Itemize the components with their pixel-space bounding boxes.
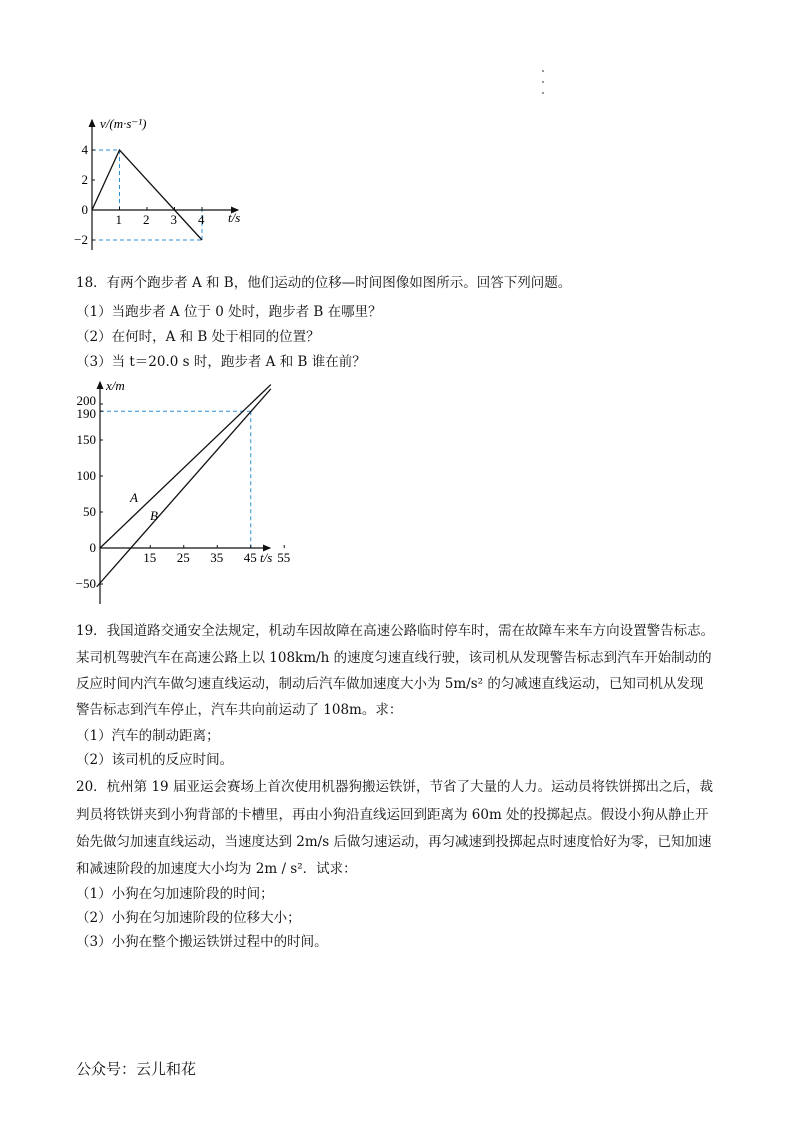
c2-series-line-A: [100, 385, 271, 548]
q19-line-2: 某司机驾驶汽车在高速公路上以 108km/h 的速度匀速直线行驶，该司机从发现警告标志到汽车开始制动的: [76, 650, 712, 666]
c2-x-label: t/s: [260, 550, 273, 565]
c2-y-tick-label: 200: [76, 393, 96, 408]
c1-y-tick-label: 0: [81, 202, 88, 217]
c1-y-tick-label: 4: [81, 142, 88, 157]
position-time-chart: [70, 376, 290, 608]
margin-dots: [540, 70, 546, 103]
c2-series-label-B: B: [150, 508, 158, 523]
q20-line-2: 判员将铁饼夹到小狗背部的卡槽里，再由小狗沿直线运回到距离为 60m 处的投掷起点。假设小狗从静止开: [76, 807, 709, 823]
c2-series-label-A: A: [130, 490, 138, 505]
c2-y-tick-label: 100: [76, 468, 96, 483]
c2-y-tick-label: 150: [76, 432, 96, 447]
c2-y-tick-label: 0: [89, 540, 96, 555]
q20-line-1: 20．杭州第 19 届亚运会赛场上首次使用机器狗搬运铁饼，节省了大量的人力。运动员将铁饼掷出之后，裁: [76, 779, 713, 795]
c2-y-tick-label: 190: [76, 406, 96, 422]
c2-y-tick-label: −50: [75, 576, 96, 591]
c2-x-tick-label: 45: [243, 550, 257, 565]
c1-y-tick-label: 2: [81, 172, 88, 187]
footer-text: 公众号：云儿和花: [76, 1060, 197, 1078]
c1-x-tick-label: 4: [198, 212, 205, 227]
q19-line-4: 警告标志到汽车停止，汽车共向前运动了 108m。求：: [76, 702, 403, 718]
q20-item-2: （2）小狗在匀加速阶段的位移大小；: [76, 910, 301, 926]
c2-x-tick-label: 55: [277, 550, 290, 565]
c1-x-tick-label: 2: [143, 212, 150, 227]
q20-item-3: （3）小狗在整个搬运铁饼过程中的时间。: [76, 934, 328, 950]
c1-y-tick-label: −2: [74, 232, 88, 247]
c2-y-label: x/m: [106, 378, 125, 393]
c1-x-label: t/s: [228, 210, 241, 225]
q19-line-3: 反应时间内汽车做匀速直线运动，制动后汽车做加速度大小为 5m/s² 的匀减速直线运动，已知司机从发现: [76, 676, 704, 692]
c2-y-tick-label: 50: [83, 504, 96, 519]
q18-item-2: （2）在何时，A 和 B 处于相同的位置？: [76, 329, 320, 345]
c1-x-tick-label: 1: [115, 212, 122, 227]
c2-x-tick-label: 25: [176, 550, 190, 565]
c2-x-tick-label: 35: [210, 550, 224, 565]
velocity-time-chart: [70, 108, 260, 258]
c2-x-tick-label: 15: [143, 550, 157, 565]
q19-item-1: （1）汽车的制动距离；: [76, 728, 220, 744]
q18-stem: 18．有两个跑步者 A 和 B，他们运动的位移—时间图像如图所示。回答下列问题。: [76, 275, 572, 291]
q20-line-3: 始先做匀加速直线运动，当速度达到 2m/s 后做匀速运动，再匀减速到投掷起点时速度恰好为零，已知加速: [76, 834, 712, 850]
c1-y-label: v/(m·s⁻¹): [100, 116, 147, 131]
q20-line-4: 和减速阶段的加速度大小均为 2m / s²．试求：: [76, 861, 357, 877]
c1-x-tick-label: 3: [170, 212, 177, 227]
q19-item-2: （2）该司机的反应时间。: [76, 752, 234, 768]
q18-item-3: （3）当 t＝20.0 s 时，跑步者 A 和 B 谁在前？: [76, 354, 366, 370]
q20-item-1: （1）小狗在匀加速阶段的时间；: [76, 886, 274, 902]
q18-item-1: （1）当跑步者 A 位于 0 处时，跑步者 B 在哪里？: [76, 304, 382, 320]
q19-line-1: 19．我国道路交通安全法规定，机动车因故障在高速公路临时停车时，需在故障车来车方向设置警告标志。: [76, 623, 715, 639]
